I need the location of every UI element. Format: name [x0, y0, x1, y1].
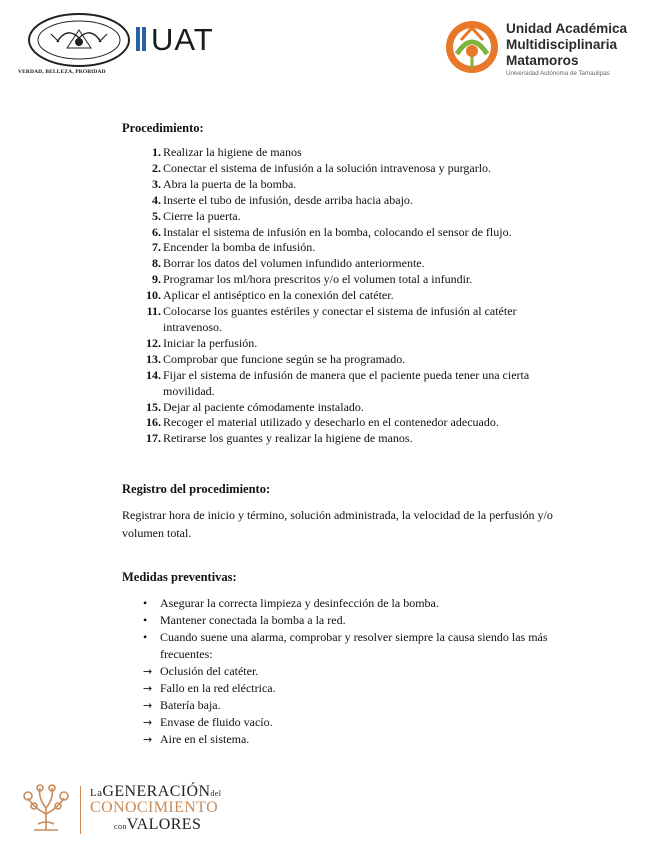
alarm-cause-text: Oclusión del catéter. — [160, 664, 259, 678]
step-text: Iniciar la perfusión. — [163, 335, 258, 350]
procedure-step — [122, 145, 572, 161]
bullet-text: Cuando suene una alarma, comprobar y resolver siempre la causa siendo las más frecuentes: — [160, 630, 548, 661]
step-number: 6. — [152, 224, 161, 239]
bullet-dot-icon: • — [143, 596, 148, 610]
arrow-right-icon: → — [143, 699, 153, 712]
procedure-step — [122, 240, 572, 256]
procedure-step — [122, 415, 572, 431]
alarm-cause — [143, 731, 573, 748]
procedure-step — [122, 193, 572, 209]
step-number: 7. — [152, 240, 161, 255]
arrow-right-icon: → — [143, 682, 153, 695]
footer-divider — [80, 786, 81, 834]
alarm-cause-text: Envase de fluido vacío. — [160, 715, 273, 729]
university-seal-icon — [27, 12, 131, 68]
step-number: 2. — [152, 160, 161, 175]
bullet-text: Mantener conectada la bomba a la red. — [160, 613, 346, 627]
procedure-step — [122, 352, 572, 368]
step-number: 4. — [152, 192, 161, 207]
procedure-step — [122, 288, 572, 304]
step-text: Conectar el sistema de infusión a la solución intravenosa y purgarlo. — [163, 160, 492, 175]
unit-name-line: Matamoros — [506, 53, 579, 68]
step-text: Realizar la higiene de manos — [163, 145, 302, 159]
unit-name-line: Multidisciplinaria — [506, 37, 618, 52]
preventive-bullet — [143, 595, 573, 612]
preventive-heading: Medidas preventivas: — [122, 570, 237, 584]
footer-line-1-suffix: del — [210, 789, 222, 798]
unit-name-line: Unidad Académica — [506, 21, 628, 36]
bullet-dot-icon: • — [143, 613, 148, 627]
arrow-right-icon: → — [143, 733, 153, 746]
alarm-cause — [143, 680, 573, 697]
procedure-heading: Procedimiento: — [122, 121, 204, 135]
step-text: Inserte el tubo de infusión, desde arriba hacia abajo. — [163, 192, 413, 207]
step-text: Aplicar el antiséptico en la conexión del catéter. — [163, 288, 394, 303]
procedure-step — [122, 209, 572, 225]
unit-logo — [443, 18, 643, 78]
step-text: Borrar los datos del volumen infundido anteriormente. — [163, 256, 425, 271]
step-text: Dejar al paciente cómodamente instalado. — [163, 399, 364, 414]
step-number: 14. — [146, 367, 161, 382]
step-number: 1. — [152, 145, 161, 159]
preventive-bullet — [143, 612, 573, 629]
uat-logo-text: UAT — [151, 22, 214, 57]
arrow-right-icon: → — [143, 716, 153, 729]
record-heading: Registro del procedimiento: — [122, 482, 271, 496]
uat-logo — [136, 22, 232, 58]
alarm-cause-text: Aire en el sistema. — [160, 732, 250, 746]
step-text: Comprobar que funcione según se ha programado. — [163, 351, 406, 366]
footer-generacion: GENERACIÓN — [102, 783, 211, 800]
step-text: Encender la bomba de infusión. — [163, 240, 316, 255]
uat-bar — [142, 27, 146, 51]
step-number: 9. — [152, 272, 161, 287]
step-number: 3. — [152, 176, 161, 191]
preventive-bullet — [143, 629, 573, 663]
alarm-cause — [143, 697, 573, 714]
footer-line-3-prefix: con — [114, 822, 127, 831]
step-number: 16. — [146, 415, 161, 430]
alarm-cause-text: Fallo en la red eléctrica. — [160, 681, 276, 695]
footer-line-3 — [114, 816, 201, 834]
step-text: Programar los ml/hora prescritos y/o el volumen total a infundir. — [163, 272, 473, 287]
step-text: Cierre la puerta. — [163, 208, 241, 223]
unit-name — [506, 21, 627, 69]
step-number: 8. — [152, 256, 161, 271]
step-number: 11. — [146, 304, 161, 319]
procedure-step — [122, 336, 572, 352]
footer-valores: VALORES — [126, 816, 202, 833]
procedure-step — [122, 368, 572, 400]
seal-motto: VERDAD, BELLEZA, PROBIDAD — [18, 69, 106, 75]
bullet-text: Asegurar la correcta limpieza y desinfección de la bomba. — [160, 596, 439, 610]
procedure-steps-list — [122, 145, 572, 447]
procedure-step — [122, 161, 572, 177]
footer-logo — [20, 782, 260, 838]
footer-line-1-prefix: La — [90, 787, 103, 799]
step-number: 13. — [146, 351, 161, 366]
procedure-step — [122, 256, 572, 272]
step-number: 10. — [146, 288, 161, 303]
alarm-cause — [143, 714, 573, 731]
arrow-right-icon: → — [143, 665, 153, 678]
unit-emblem-icon — [443, 18, 501, 76]
procedure-step — [122, 177, 572, 193]
record-paragraph: Registrar hora de inicio y término, solución administrada, la velocidad de la perfusión y/o volumen total. — [122, 508, 553, 540]
tree-emblem-icon — [20, 784, 72, 834]
alarm-cause — [143, 663, 573, 680]
unit-subtitle: Universidad Autónoma de Tamaulipas — [506, 70, 610, 77]
university-seal-logo — [18, 12, 130, 78]
step-text: Retirarse los guantes y realizar la higiene de manos. — [163, 431, 413, 446]
preventive-bullets-list — [143, 595, 573, 663]
step-number: 15. — [146, 399, 161, 414]
procedure-step — [122, 304, 572, 336]
step-text: Abra la puerta de la bomba. — [163, 176, 297, 191]
procedure-step — [122, 431, 572, 447]
step-text: Instalar el sistema de infusión en la bomba, colocando el sensor de flujo. — [163, 224, 512, 239]
step-number: 12. — [146, 335, 161, 350]
step-number: 5. — [152, 208, 161, 223]
uat-bar — [136, 27, 140, 51]
procedure-step — [122, 400, 572, 416]
alarm-causes-list — [143, 663, 573, 748]
procedure-step — [122, 225, 572, 241]
step-number: 17. — [146, 431, 161, 446]
alarm-cause-text: Batería baja. — [160, 698, 221, 712]
step-text: Fijar el sistema de infusión de manera que el paciente pueda tener una cierta movilidad. — [163, 367, 530, 398]
step-text: Colocarse los guantes estériles y conectar el sistema de infusión al catéter intravenoso. — [163, 304, 517, 334]
bullet-dot-icon: • — [143, 630, 148, 644]
step-text: Recoger el material utilizado y desecharlo en el contenedor adecuado. — [163, 415, 499, 430]
footer-conocimiento: CONOCIMIENTO — [90, 799, 219, 816]
procedure-step — [122, 272, 572, 288]
